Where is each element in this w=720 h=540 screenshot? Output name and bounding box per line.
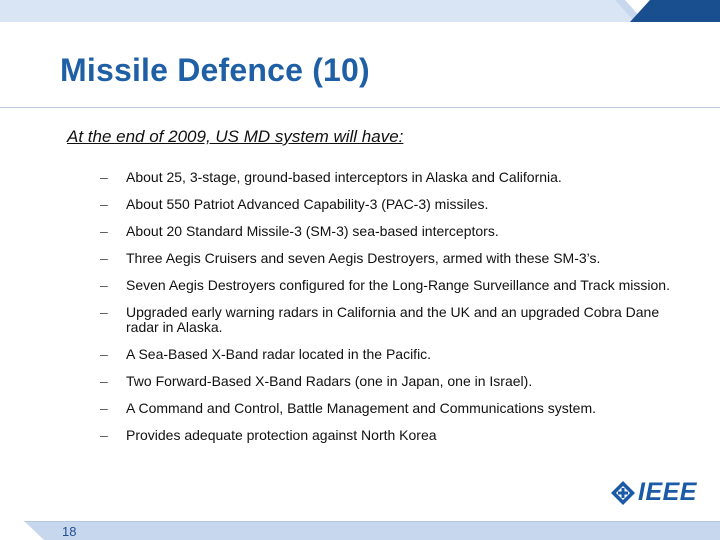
bullet-text: A Command and Control, Battle Management and Communications system. xyxy=(126,400,597,416)
bullet-dash: – xyxy=(100,346,108,362)
bullet-item xyxy=(100,170,685,185)
bullet-text: Three Aegis Cruisers and seven Aegis Destroyers, armed with these SM-3’s. xyxy=(126,250,601,266)
bullet-item xyxy=(100,305,685,335)
bullet-dash: – xyxy=(100,223,108,239)
slide-subtitle: At the end of 2009, US MD system will have: xyxy=(67,127,404,146)
bullet-text: About 25, 3-stage, ground-based interceptors in Alaska and California. xyxy=(126,169,562,185)
bullet-item xyxy=(100,428,685,443)
bullet-text: Provides adequate protection against North Korea xyxy=(126,427,437,443)
top-decorative-band xyxy=(0,0,720,22)
bullet-item xyxy=(100,278,685,293)
bullet-item xyxy=(100,347,685,362)
bottom-decorative-band xyxy=(0,521,720,540)
page-number: 18 xyxy=(62,524,77,539)
title-divider xyxy=(0,107,720,108)
bullet-dash: – xyxy=(100,250,108,266)
bullet-dash: – xyxy=(100,196,108,212)
bullet-dash: – xyxy=(100,373,108,389)
bullet-item xyxy=(100,251,685,266)
bullet-text: Upgraded early warning radars in California and the UK and an upgraded Cobra Dane radar in Alaska. xyxy=(126,304,660,335)
bullet-dash: – xyxy=(100,169,108,185)
bullet-dash: – xyxy=(100,400,108,416)
bullet-text: Seven Aegis Destroyers configured for the Long-Range Surveillance and Track mission. xyxy=(126,277,670,293)
bullet-text: A Sea-Based X-Band radar located in the Pacific. xyxy=(126,346,432,362)
bullet-dash: – xyxy=(100,427,108,443)
bullet-text: About 20 Standard Missile-3 (SM-3) sea-based interceptors. xyxy=(126,223,499,239)
bullet-dash: – xyxy=(100,304,108,320)
ieee-logo-text: IEEE xyxy=(638,478,697,506)
bullet-text: Two Forward-Based X-Band Radars (one in Japan, one in Israel). xyxy=(126,373,533,389)
bullet-item xyxy=(100,374,685,389)
bullet-list xyxy=(100,170,685,455)
bullet-item xyxy=(100,197,685,212)
bullet-item xyxy=(100,224,685,239)
slide-title: Missile Defence (10) xyxy=(60,52,370,88)
bullet-dash: – xyxy=(100,277,108,293)
bullet-text: About 550 Patriot Advanced Capability-3 (PAC-3) missiles. xyxy=(126,196,489,212)
bullet-item xyxy=(100,401,685,416)
